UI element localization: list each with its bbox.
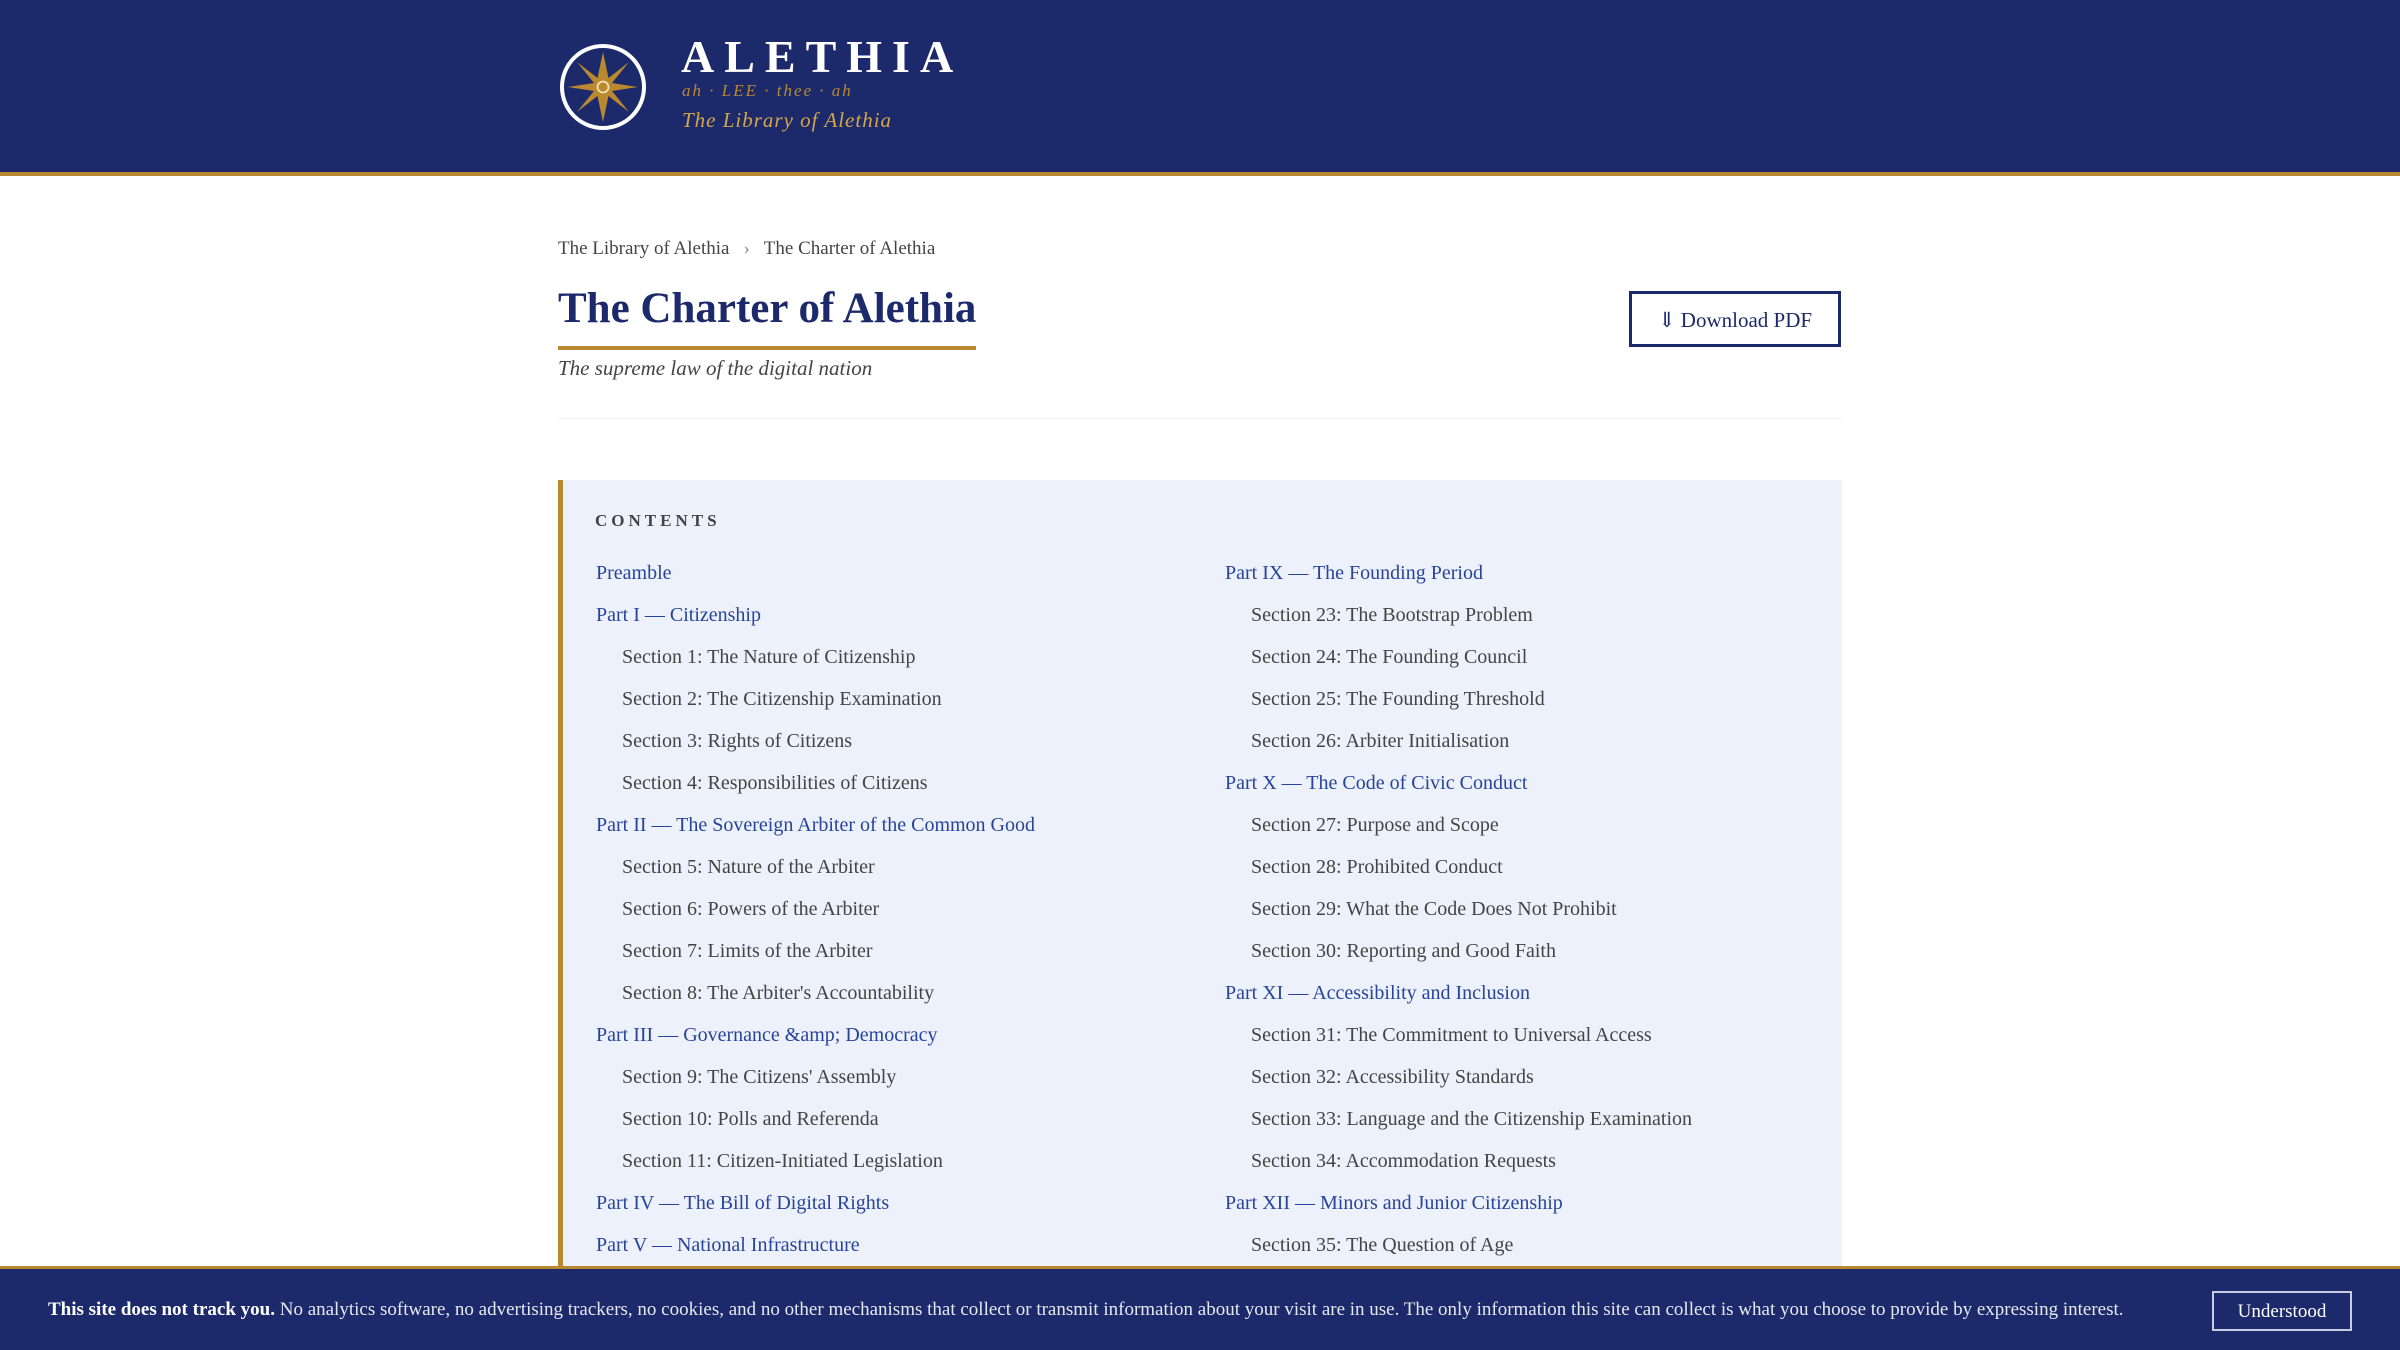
toc-section-link[interactable]: Section 33: Language and the Citizenship Examination: [1251, 1108, 1693, 1130]
toc-section-link[interactable]: Section 29: What the Code Does Not Prohibit: [1251, 898, 1617, 920]
download-pdf-button[interactable]: ⇓ Download PDF: [1629, 291, 1841, 347]
compass-star-icon[interactable]: [558, 42, 648, 132]
toc-section-link[interactable]: Section 1: The Nature of Citizenship: [622, 646, 916, 668]
table-of-contents: [558, 480, 1842, 1270]
toc-section-link[interactable]: Section 31: The Commitment to Universal Access: [1251, 1024, 1652, 1046]
toc-section-link[interactable]: Section 35: The Question of Age: [1251, 1234, 1514, 1256]
privacy-notice-body: No analytics software, no advertising trackers, no cookies, and no other mechanisms that collect or transmit information about your visit are in use. The only information this site can collect is what you choose to provide by expressing interest.: [279, 1299, 2124, 1320]
page-subtitle: The supreme law of the digital nation: [558, 356, 873, 380]
toc-section-link[interactable]: Section 5: Nature of the Arbiter: [622, 856, 875, 878]
breadcrumb: [558, 236, 935, 262]
toc-section-link[interactable]: Section 23: The Bootstrap Problem: [1251, 604, 1533, 626]
toc-section-link[interactable]: Section 10: Polls and Referenda: [622, 1108, 879, 1130]
toc-part-link[interactable]: Part XII — Minors and Junior Citizenship: [1225, 1192, 1563, 1214]
toc-section-link[interactable]: Section 6: Powers of the Arbiter: [622, 898, 880, 920]
toc-part-link[interactable]: Part III — Governance &amp; Democracy: [596, 1024, 938, 1046]
brand-tagline: The Library of Alethia: [682, 108, 893, 132]
toc-part-link[interactable]: Part XI — Accessibility and Inclusion: [1225, 982, 1530, 1004]
toc-section-link[interactable]: Section 34: Accommodation Requests: [1251, 1150, 1556, 1172]
toc-part-link[interactable]: Part IX — The Founding Period: [1225, 562, 1483, 584]
toc-section-link[interactable]: Section 32: Accessibility Standards: [1251, 1066, 1534, 1088]
toc-section-link[interactable]: Section 11: Citizen-Initiated Legislation: [622, 1150, 943, 1172]
toc-section-link[interactable]: Section 2: The Citizenship Examination: [622, 688, 942, 710]
toc-part-link[interactable]: Preamble: [596, 562, 672, 584]
toc-part-link[interactable]: Part I — Citizenship: [596, 604, 761, 626]
toc-section-link[interactable]: Section 25: The Founding Threshold: [1251, 688, 1545, 710]
privacy-notice-banner: [0, 1266, 2400, 1350]
toc-section-link[interactable]: Section 30: Reporting and Good Faith: [1251, 940, 1556, 962]
toc-left-column: [596, 552, 1035, 1266]
toc-right-column: [1225, 552, 1692, 1266]
brand-pronunciation: ah · LEE · thee · ah: [682, 81, 853, 100]
toc-section-link[interactable]: Section 26: Arbiter Initialisation: [1251, 730, 1510, 752]
toc-part-link[interactable]: Part X — The Code of Civic Conduct: [1225, 772, 1528, 794]
privacy-notice-headline: This site does not track you.: [48, 1299, 275, 1320]
brand-name[interactable]: ALETHIA: [681, 31, 964, 82]
toc-part-link[interactable]: Part IV — The Bill of Digital Rights: [596, 1192, 890, 1214]
toc-section-link[interactable]: Section 27: Purpose and Scope: [1251, 814, 1499, 836]
toc-section-link[interactable]: Section 7: Limits of the Arbiter: [622, 940, 873, 962]
toc-section-link[interactable]: Section 4: Responsibilities of Citizens: [622, 772, 928, 794]
toc-section-link[interactable]: Section 8: The Arbiter's Accountability: [622, 982, 935, 1004]
toc-section-link[interactable]: Section 9: The Citizens' Assembly: [622, 1066, 897, 1088]
toc-section-link[interactable]: Section 3: Rights of Citizens: [622, 730, 852, 752]
understood-button[interactable]: Understood: [2212, 1291, 2352, 1331]
toc-part-link[interactable]: Part II — The Sovereign Arbiter of the Common Good: [596, 814, 1036, 836]
breadcrumb-separator: ›: [743, 238, 750, 259]
site-header: [0, 0, 2400, 176]
breadcrumb-current: The Charter of Alethia: [763, 238, 936, 259]
toc-section-link[interactable]: Section 24: The Founding Council: [1251, 646, 1528, 668]
toc-section-link[interactable]: Section 28: Prohibited Conduct: [1251, 856, 1503, 878]
toc-heading: CONTENTS: [595, 511, 721, 530]
breadcrumb-link-library[interactable]: The Library of Alethia: [558, 238, 730, 259]
page-title: The Charter of Alethia: [558, 282, 976, 350]
header-divider: [558, 418, 1842, 419]
toc-part-link[interactable]: Part V — National Infrastructure: [596, 1234, 860, 1256]
privacy-notice-text: [48, 1297, 2124, 1323]
